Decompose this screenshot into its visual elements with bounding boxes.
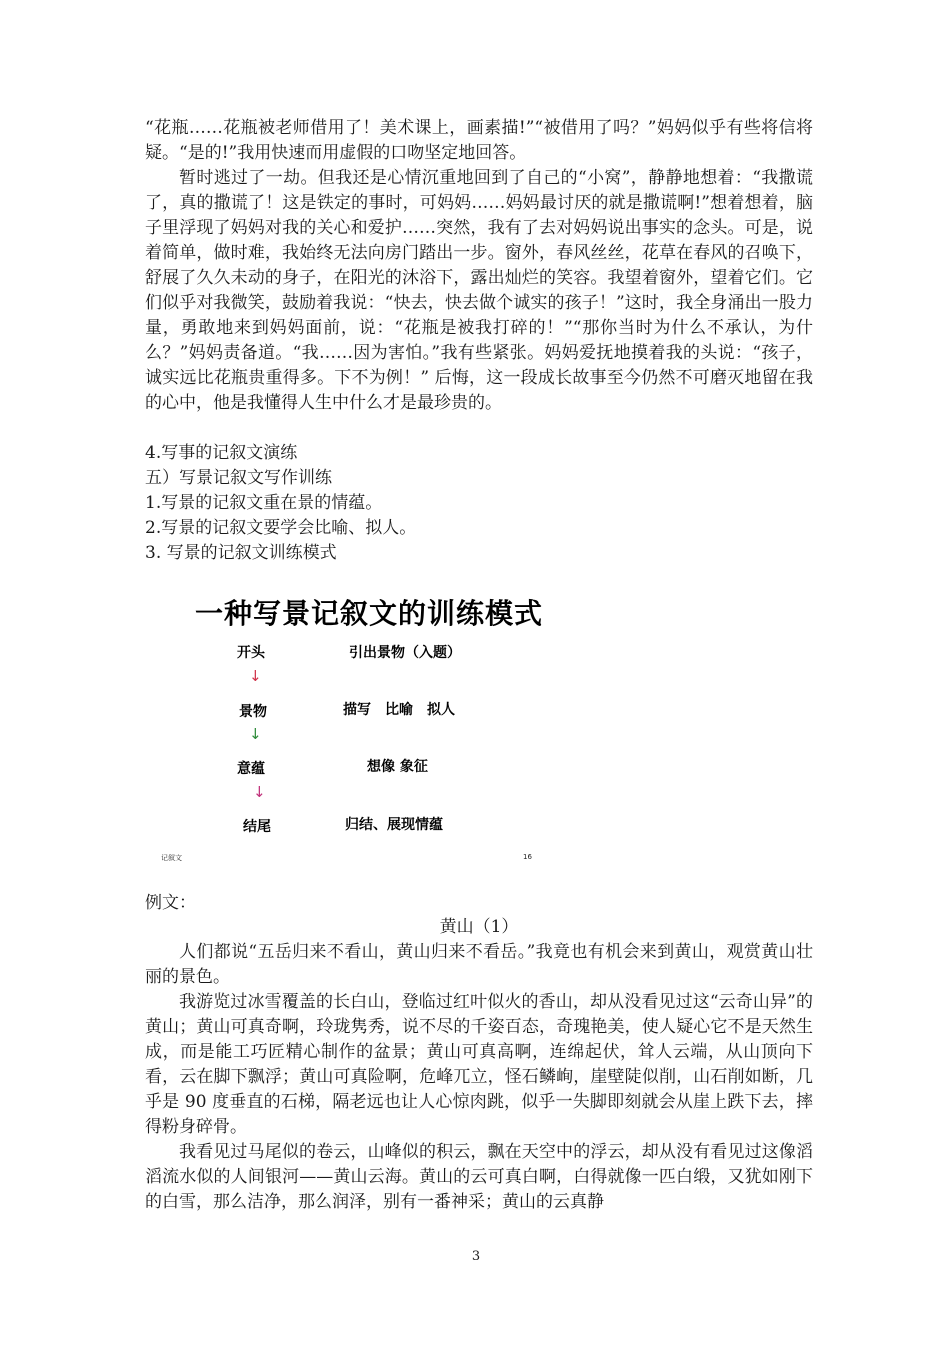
arrow-down-icon: ↓ [253,783,266,801]
example-paragraph-2: 我游览过冰雪覆盖的长白山，登临过红叶似火的香山，却从没看见过这“云奇山异”的黄山；黄山可真奇啊，玲珑隽秀，说不尽的千姿百态，奇瑰艳美，使人疑心它不是天然生成，而是能工巧匠精心制作的盆景；黄山可真高啊，连绵起伏，耸人云端，从山顶向下看，云在脚下飘浮；黄山可真险啊，危峰兀立，怪石鳞峋，崖壁陡似削，山石削如断，几乎是 90 度垂直的石梯，隔老远也让人心惊肉跳，似乎一失脚即刻就会从崖上跌下去，摔得粉身碎骨。 [145,992,813,1137]
slide-title: 一种写景记叙文的训练模式 [195,597,544,630]
story-paragraph-1: “花瓶……花瓶被老师借用了！美术课上，画素描!”“被借用了吗？”妈妈似乎有些将信将疑。“是的!”我用快速而用虚假的口吻坚定地回答。 [145,118,813,163]
step-desc-ending: 归结、展现情蕴 [345,817,443,833]
arrow-down-icon: ↓ [249,667,262,685]
step-desc-opening: 引出景物（入题） [349,645,461,661]
step-desc-scenery: 描写 比喻 拟人 [343,702,455,718]
story-paragraph-2: 暂时逃过了一劫。但我还是心情沉重地回到了自己的“小窝”，静静地想着：“我撒谎了，真的撒谎了！这是铁定的事时，可妈妈……妈妈最讨厌的就是撒谎啊!”想着想着，脑子里浮现了妈妈对我的关心和爱护……突然，我有了去对妈妈说出事实的念头。可是，说着简单，做时难，我始终无法向房门踏出一步。窗外，春风丝丝，花草在春风的召唤下，舒展了久久未动的身子，在阳光的沐浴下，露出灿烂的笑容。我望着窗外，望着它们。它们似乎对我微笑，鼓励着我说：“快去，快去做个诚实的孩子！”这时，我全身涌出一股力量，勇敢地来到妈妈面前，说：“花瓶是被我打碎的！”“那你当时为什么不承认，为什么？”妈妈责备道。“我……因为害怕。”我有些紧张。妈妈爱抚地摸着我的头说：“孩子，诚实远比花瓶贵重得多。下不为例！” 后悔，这一段成长故事至今仍然不可磨灭地留在我的心中，他是我懂得人生中什么才是最珍贵的。 [145,168,813,413]
slide-number: 16 [523,853,532,861]
page-number: 3 [471,1249,481,1264]
arrow-down-icon: ↓ [249,725,262,743]
section-heading-5: 五）写景记叙文写作训练 [145,468,332,488]
outline-point-3: 3. 写景的记叙文训练模式 [145,543,337,563]
example-label: 例文： [145,893,196,913]
outline-point-2: 2.写景的记叙文要学会比喻、拟人。 [145,518,417,538]
example-paragraph-1: 人们都说“五岳归来不看山，黄山归来不看岳。”我竟也有机会来到黄山，观赏黄山壮丽的景色。 [145,942,813,987]
step-desc-meaning: 想像 象征 [367,759,428,775]
example-title: 黄山（1） [439,917,519,937]
slide-footer-label: 记叙文 [161,854,182,862]
step-label-ending: 结尾 [243,819,271,835]
training-model-slide [145,578,565,868]
example-paragraph-3: 我看见过马尾似的卷云，山峰似的积云，飘在天空中的浮云，却从没有看见过这像滔滔流水似的人间银河——黄山云海。黄山的云可真白啊，白得就像一匹白缎，又犹如刚下的白雪，那么洁净，那么润泽，别有一番神采；黄山的云真静 [145,1142,813,1212]
step-label-opening: 开头 [237,645,265,661]
outline-point-1: 1.写景的记叙文重在景的情蕴。 [145,493,383,513]
outline-item-4: 4.写事的记叙文演练 [145,443,298,463]
step-label-meaning: 意蕴 [237,761,265,777]
step-label-scenery: 景物 [239,704,267,720]
